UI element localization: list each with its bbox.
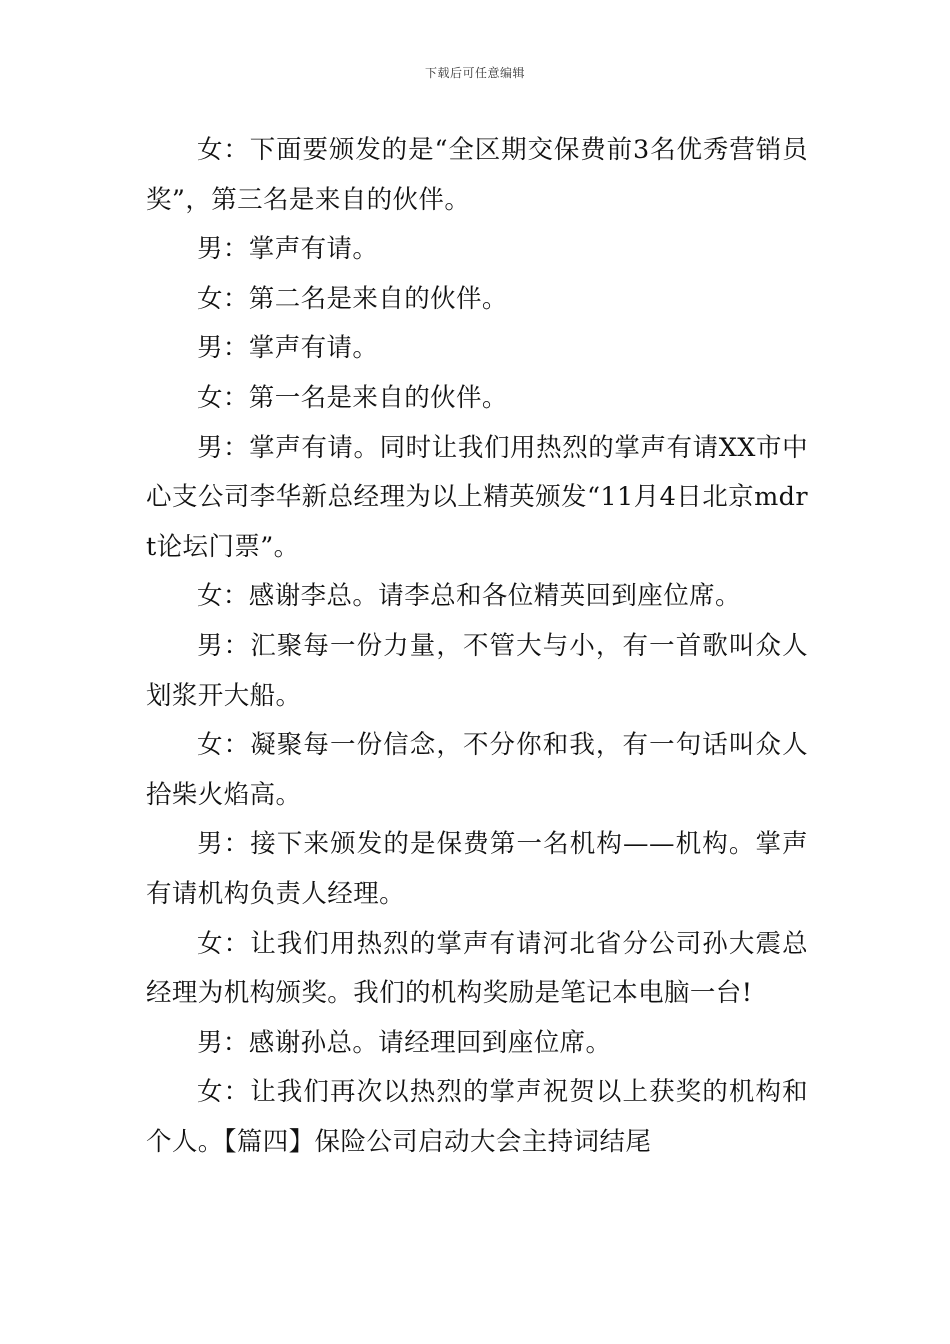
paragraph: 男：感谢孙总。请经理回到座位席。 — [197, 1027, 612, 1058]
paragraph: 男：掌声有请。 — [197, 333, 379, 364]
page-header-note: 下载后可任意编辑 — [424, 66, 525, 80]
paragraph: 女：下面要颁发的是“全区期交保费前3名优秀营销员奖”，第三名是来自的伙伴。 — [146, 135, 808, 215]
paragraph: 女：感谢李总。请李总和各位精英回到座位席。 — [197, 581, 741, 612]
paragraph: 男：接下来颁发的是保费第一名机构——机构。掌声有请机构负责人经理。 — [146, 829, 808, 909]
paragraph: 女：凝聚每一份信念，不分你和我，有一句话叫众人拾柴火焰高。 — [146, 730, 808, 810]
paragraph: 女：让我们再次以热烈的掌声祝贺以上获奖的机构和个人。【篇四】保险公司启动大会主持词结尾 — [146, 1077, 808, 1157]
paragraph: 女：让我们用热烈的掌声有请河北省分公司孙大震总经理为机构颁奖。我们的机构奖励是笔记本电脑一台! — [146, 928, 808, 1009]
paragraph: 女：第一名是来自的伙伴。 — [197, 382, 508, 413]
paragraph: 女：第二名是来自的伙伴。 — [197, 283, 508, 314]
paragraph: 男：掌声有请。同时让我们用热烈的掌声有请XX市中心支公司李华新总经理为以上精英颁发“11月4日北京mdrt论坛门票”。 — [146, 432, 808, 562]
document-body — [146, 126, 808, 1167]
paragraph: 男：汇聚每一份力量，不管大与小，有一首歌叫众人划浆开大船。 — [146, 630, 808, 711]
paragraph: 男：掌声有请。 — [197, 234, 379, 265]
